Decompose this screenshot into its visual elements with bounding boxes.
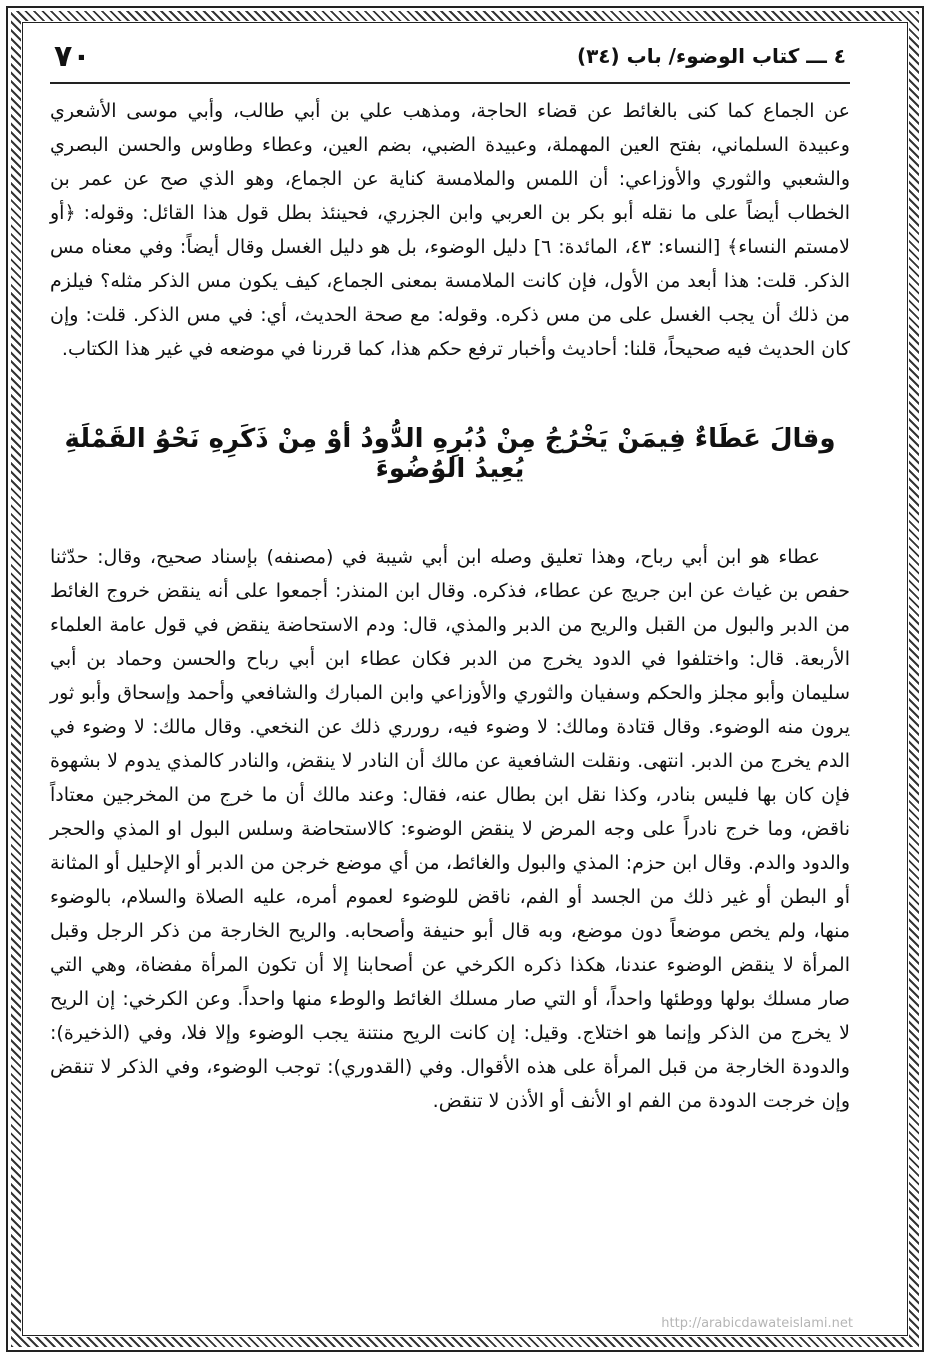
paragraph-1: عن الجماع كما كنى بالغائط عن قضاء الحاجة، ومذهب علي بن أبي طالب، وأبي موسى الأشعري وعبيدة السلماني، بفتح العين المهملة، وعبيدة الضبي، بضم العين، وعطاء وطاوس والحسن البصري والشعبي والثوري والأوزاعي: أن اللمس والملامسة كناية عن الجماع، وهو الذي صح عن عمر بن الخطاب أيضاً على ما نقله أبو بكر بن العربي وابن الجزري، فحينئذ بطل قول هذا القائل: وقوله: ﴿أو لامستم النساء﴾ [النساء: ٤٣، المائدة: ٦] دليل الوضوء، بل هو دليل الغسل وقال أيضاً: وفي معناه مس الذكر. قلت: هذا أبعد من الأول، فإن كانت الملامسة بمعنى الجماع، كيف يكون مس الذكر مثله؟ فيلزم من ذلك أن يجب الغسل على من مس ذكره. وقوله: مع صحة الحديث، أي: في مس الذكر. قلت: وإن كان الحديث فيه صحيحاً، قلنا: أحاديث وأخبار ترفع حكم هذا، كما قررنا في موضعه في غير هذا الكتاب.	[50, 100, 850, 360]
page-number: ٧٠	[54, 38, 91, 74]
section-heading: وقالَ عَطَاءٌ فِيمَنْ يَخْرُجُ مِنْ دُبُرِهِ الدُّودُ أوْ مِنْ ذَكَرِهِ نَحْوُ القَمْلَةِ يُعِيدُ الوُضُوءَ	[64, 424, 836, 484]
watermark-url: http://arabicdawateislami.net	[661, 1316, 853, 1331]
running-head: ٤ ـــ كتاب الوضوء/ باب (٣٤)	[576, 44, 846, 68]
page-header	[50, 30, 850, 84]
paragraph-2: عطاء هو ابن أبي رباح، وهذا تعليق وصله ابن أبي شيبة في (مصنفه) بإسناد صحيح، وقال: حدّثنا حفص بن غياث عن ابن جريج عن عطاء، فذكره. وقال ابن المنذر: أجمعوا على أنه ينقض خروج الغائط من الدبر والبول من القبل والريح من الدبر والمذي، قال: ودم الاستحاضة ينقض في قول عامة العلماء الأربعة. قال: واختلفوا في الدود يخرج من الدبر فكان عطاء ابن أبي رباح والحسن وحماد بن أبي سليمان وأبو مجلز والحكم وسفيان والثوري والأوزاعي وابن المبارك والشافعي وأحمد وإسحاق وأبو ثور يرون منه الوضوء. وقال قتادة ومالك: لا وضوء فيه، رورري ذلك عن النخعي. وقال مالك: لا وضوء في الدم يخرج من الدبر. انتهى. ونقلت الشافعية عن مالك أن النادر لا ينقض، والنادر كالمذي يدوم لا بشهوة فإن كان بها فليس بنادر، وكذا نقل ابن بطال عنه، فقال: وعند مالك أن ما خرج من المخرجين معتاداً ناقض، وما خرج نادراً على وجه المرض لا ينقض الوضوء: كالاستحاضة وسلس البول او المذي والحجر والدود والدم. وقال ابن حزم: المذي والبول والغائط، من أي موضع خرجن من الدبر أو الإحليل أو المثانة أو البطن أو غير ذلك من الجسد أو الفم، ناقض للوضوء لعموم أمره، عليه الصلاة والسلام، بالوضوء منها، ولم يخص موضعاً دون موضع، وبه قال أبو حنيفة وأصحابه. والريح الخارجة من ذكر الرجل وقبل المرأة لا ينقض الوضوء عندنا، هكذا ذكره الكرخي عن أصحابنا إلا أن تكون المرأة مفضاة، وهي التي صار مسلك بولها ووطئها واحداً، أو التي صار مسلك الغائط والوطء منها واحداً. وعن الكرخي: إن الريح لا يخرج من الذكر وإنما هو اختلاج. وقيل: إن كانت الريح منتنة يجب الوضوء وإلا فلا، وفي (الذخيرة): والدودة الخارجة من قبل المرأة على هذه الأقوال. وفي (القدوري): توجب الوضوء، وفي الذكر لا تنقض وإن خرجت الدودة من الفم او الأنف أو الأذن لا تنقض.	[50, 546, 850, 1112]
book-page	[50, 30, 850, 1320]
